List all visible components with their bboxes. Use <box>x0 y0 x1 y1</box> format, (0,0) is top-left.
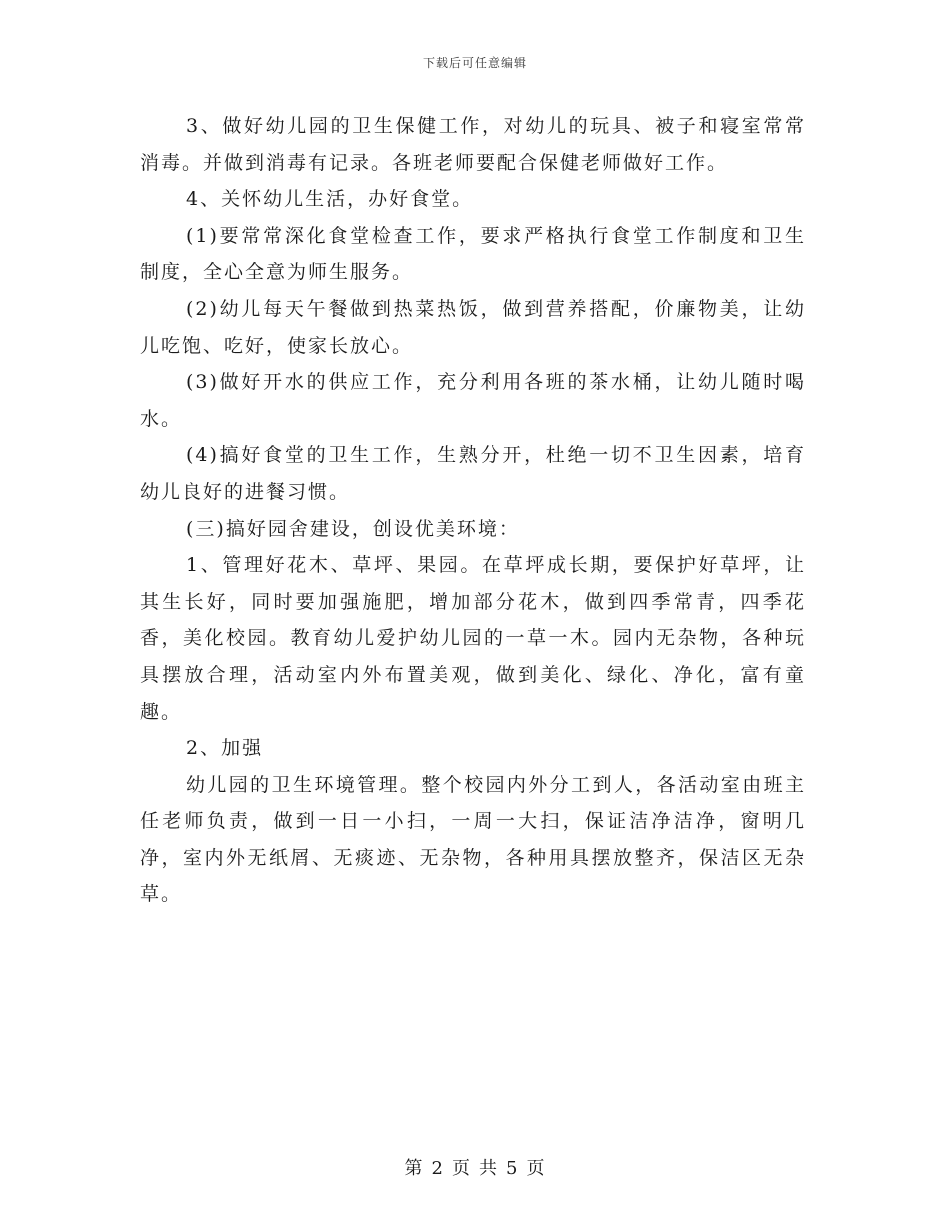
footer-label-unit: 页 <box>452 1158 471 1179</box>
paragraph-strengthen-heading: 2、加强 <box>186 737 264 760</box>
document-body <box>140 108 806 913</box>
footer-label-unit-end: 页 <box>526 1158 546 1179</box>
paragraph-environment-management: 幼儿园的卫生环境管理。整个校园内外分工到人，各活动室由班主任老师负责，做到一日一小扫，一周一大扫，保证洁净洁净，窗明几净，室内外无纸屑、无痰迹、无杂物，各种用具摆放整齐，保洁区无杂草。 <box>140 773 806 906</box>
page-footer <box>0 1154 950 1180</box>
footer-label-page: 第 <box>404 1158 424 1179</box>
paragraph-water-supply: (3)做好开水的供应工作，充分利用各班的茶水桶，让幼儿随时喝水。 <box>140 371 806 430</box>
footer-label-total: 共 <box>479 1158 498 1179</box>
paragraph-canteen-inspection: (1)要常常深化食堂检查工作，要求严格执行食堂工作制度和卫生制度，全心全意为师生服务。 <box>140 224 806 284</box>
paragraph-canteen-heading: 4、关怀幼儿生活，办好食堂。 <box>186 188 474 211</box>
paragraph-greenery-management: 1、管理好花木、草坪、果园。在草坪成长期，要保护好草坪，让其生长好，同时要加强施肥，增加部分花木，做到四季常青，四季花香，美化校园。教育幼儿爱护幼儿园的一草一木。园内无杂物，各种玩具摆放合理，活动室内外布置美观，做到美化、绿化、净化，富有童趣。 <box>140 554 806 723</box>
paragraph-hygiene-care: 3、做好幼儿园的卫生保健工作，对幼儿的玩具、被子和寝室常常消毒。并做到消毒有记录。各班老师要配合保健老师做好工作。 <box>140 115 806 174</box>
header-note: 下载后可任意编辑 <box>422 56 527 70</box>
footer-current-page: 2 <box>431 1158 444 1179</box>
paragraph-section-three-heading: (三)搞好园舍建设，创设优美环境： <box>186 517 520 540</box>
paragraph-lunch-nutrition: (2)幼儿每天午餐做到热菜热饭，做到营养搭配，价廉物美，让幼儿吃饱、吃好，使家长放心。 <box>140 297 806 357</box>
paragraph-canteen-hygiene: (4)搞好食堂的卫生工作，生熟分开，杜绝一切不卫生因素，培育幼儿良好的进餐习惯。 <box>140 444 806 503</box>
footer-total-pages: 5 <box>506 1158 519 1179</box>
